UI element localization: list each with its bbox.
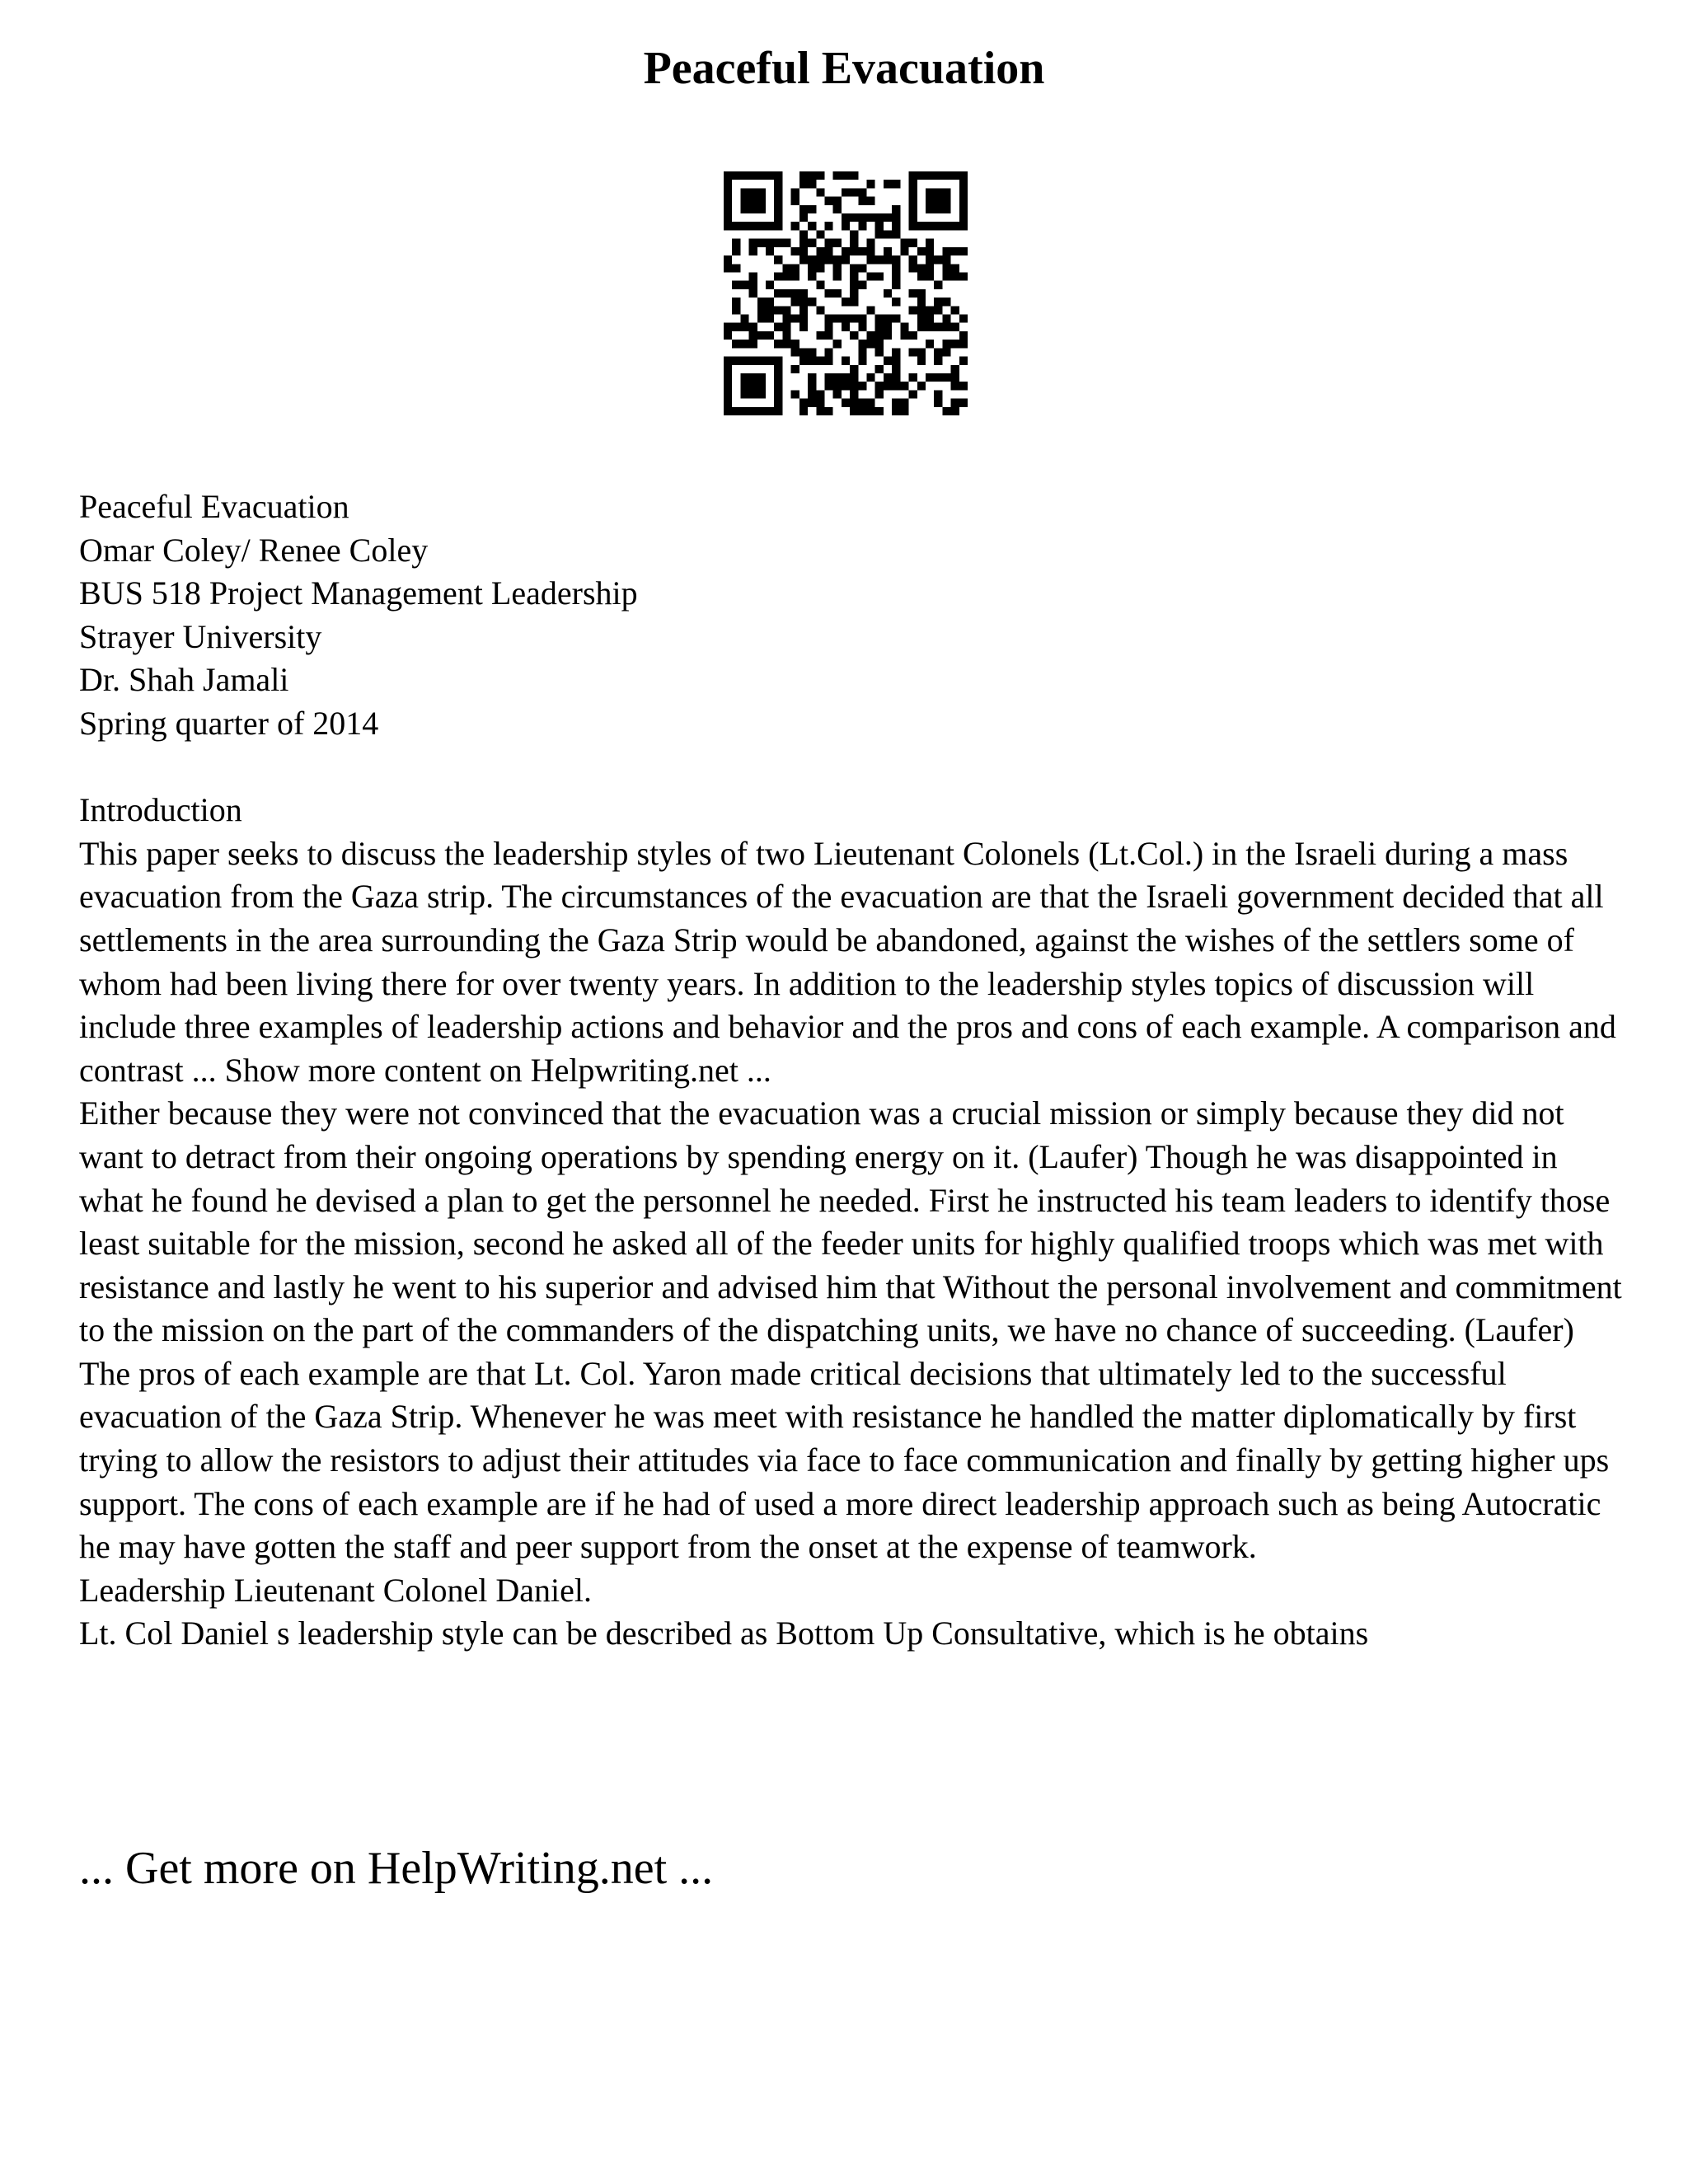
spacer (79, 746, 1629, 790)
title-block (79, 485, 1629, 746)
document-body (79, 485, 1629, 1656)
date-line: Spring quarter of 2014 (79, 704, 379, 742)
paragraph-body: Either because they were not convinced that the evacuation was a crucial mission or simply because they did not want to detract from their ongoing operations by spending energy on it. (Laufer) Though he was disappointed in what he found he devised a plan to get the personnel he needed. First he instructed his team leaders to identify those least suitable for the mission, second he asked all of the feeder units for highly qualified troops which was met with resistance and lastly he went to his superior and advised him that Without the personal involvement and commitment to the mission on the part of the commanders of the dispatching units, we have no chance of succeeding. (Laufer) The pros of each example are that Lt. Col. Yaron made critical decisions that ultimately led to the successful evacuation of the Gaza Strip. Whenever he was meet with resistance he handled the matter diplomatically by first trying to allow the resistors to adjust their attitudes via face to face communication and finally by getting higher ups support. The cons of each example are if he had of used a more direct leadership approach such as being Autocratic he may have gotten the staff and peer support from the onset at the expense of teamwork. (79, 1094, 1622, 1566)
get-more-link[interactable]: ... Get more on HelpWriting.net ... (79, 1843, 714, 1894)
university-line: Strayer University (79, 617, 322, 655)
paragraph-daniel: Lt. Col Daniel s leadership style can be described as Bottom Up Consultative, which is he obtains (79, 1615, 1369, 1652)
authors-line: Omar Coley/ Renee Coley (79, 531, 429, 569)
qr-code-icon (724, 171, 968, 415)
page-title: Peaceful Evacuation (643, 43, 1045, 94)
title-line: Peaceful Evacuation (79, 488, 349, 525)
course-line: BUS 518 Project Management Leadership (79, 574, 638, 612)
section-heading-introduction: Introduction (79, 791, 242, 829)
paragraph-introduction: This paper seeks to discuss the leadership styles of two Lieutenant Colonels (Lt.Col.) in the Israeli during a mass evacuation from the Gaza strip. The circumstances of the evacuation are that the Israeli government decided that all settlements in the area surrounding the Gaza Strip would be abandoned, against the wishes of the settlers some of whom had been living there for over twenty years. In addition to the leadership styles topics of discussion will include three examples of leadership actions and behavior and the pros and cons of each example. A comparison and contrast ... Show more content on Helpwriting.net ... (79, 834, 1616, 1089)
instructor-line: Dr. Shah Jamali (79, 661, 289, 699)
section-heading-daniel: Leadership Lieutenant Colonel Daniel. (79, 1571, 593, 1609)
